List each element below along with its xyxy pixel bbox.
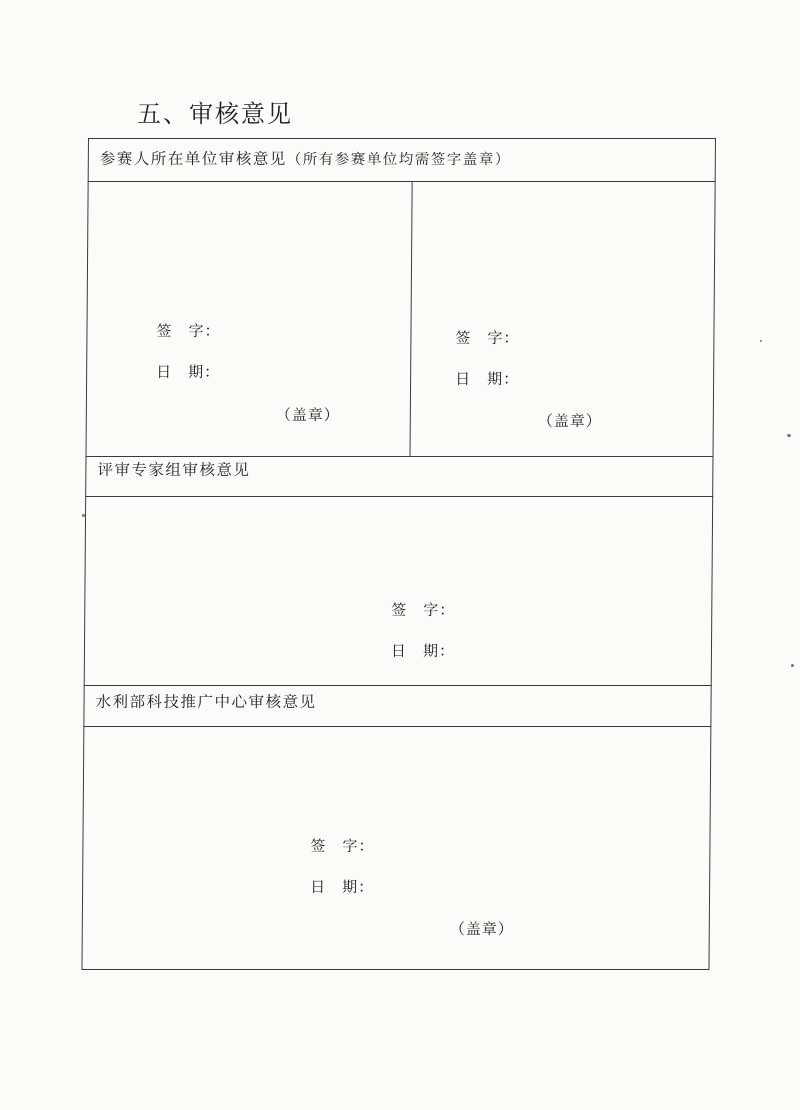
sign-label: 签 字： [391,601,456,619]
divider-line [88,181,716,182]
date-label: 日 期： [310,878,375,896]
unit-review-header [100,147,511,169]
review-form-table [81,138,716,970]
divider-line [84,685,712,686]
seal-label: （盖章） [449,920,514,938]
unit-review-title: 参赛人所在单位审核意见 [99,150,287,168]
sign-label: 签 字： [310,837,375,855]
scan-speck [787,434,791,437]
expert-review-header: 评审专家组审核意见 [97,461,251,479]
seal-label: （盖章） [275,406,340,424]
sign-label: 签 字： [455,329,520,347]
date-label: 日 期： [390,642,456,660]
scan-speck [791,664,794,667]
date-label: 日 期： [156,363,221,381]
scan-speck [760,340,762,342]
divider-line [83,726,711,727]
table-border [81,138,716,970]
scan-speck [82,514,85,517]
unit-review-note: （所有参赛单位均需签字盖章） [286,152,511,168]
center-review-header: 水利部科技推广中心审核意见 [95,693,317,711]
seal-label: （盖章） [537,412,602,430]
divider-line [85,496,713,497]
divider-line [85,456,713,457]
date-label: 日 期： [455,370,520,388]
section-title: 五、审核意见 [137,100,293,128]
sign-label: 签 字： [156,322,221,340]
